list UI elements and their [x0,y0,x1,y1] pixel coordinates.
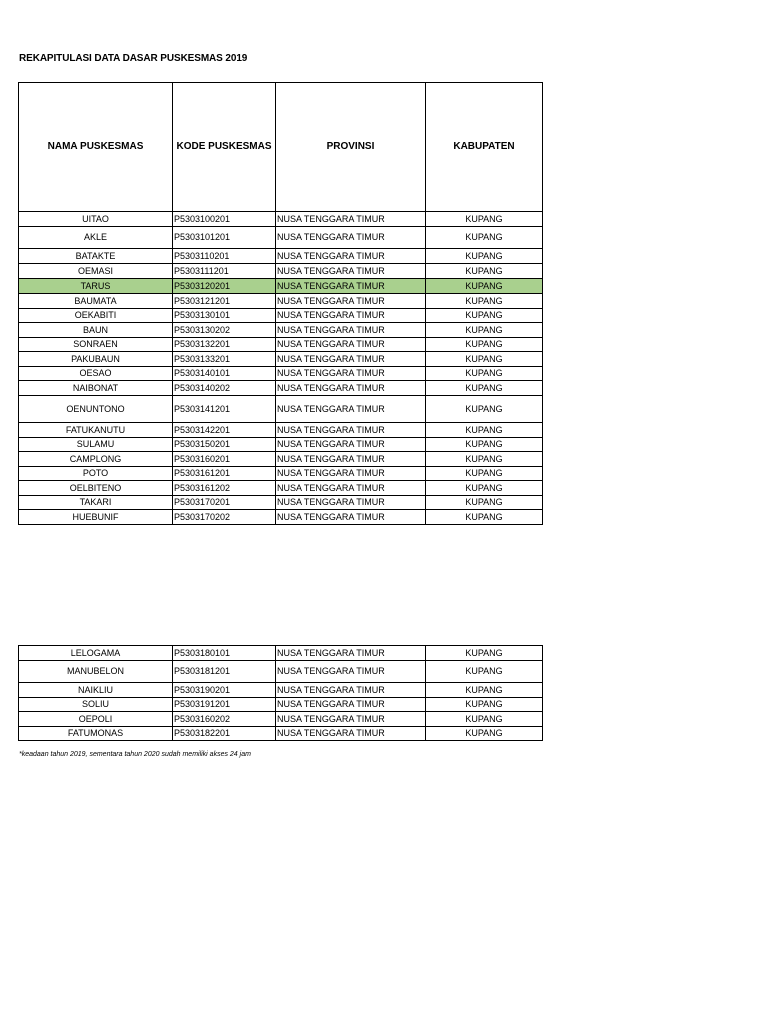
cell-kabupaten: KUPANG [426,510,543,525]
cell-kode-puskesmas: P5303191201 [173,698,276,712]
cell-kode-puskesmas: P5303140202 [173,381,276,396]
cell-kabupaten: KUPANG [426,249,543,264]
table-row [19,367,543,381]
cell-kode-puskesmas: P5303130101 [173,309,276,323]
cell-kabupaten: KUPANG [426,352,543,367]
cell-kabupaten: KUPANG [426,423,543,438]
cell-kode-puskesmas: P5303190201 [173,683,276,698]
header-provinsi: PROVINSI [276,83,426,212]
cell-kabupaten: KUPANG [426,294,543,309]
cell-provinsi: NUSA TENGGARA TIMUR [276,646,426,661]
cell-kode-puskesmas: P5303130202 [173,323,276,338]
cell-kode-puskesmas: P5303182201 [173,727,276,741]
cell-kabupaten: KUPANG [426,452,543,467]
cell-provinsi: NUSA TENGGARA TIMUR [276,452,426,467]
cell-nama-puskesmas: OENUNTONO [19,396,173,423]
cell-kode-puskesmas: P5303101201 [173,227,276,249]
cell-nama-puskesmas: HUEBUNIF [19,510,173,525]
cell-provinsi: NUSA TENGGARA TIMUR [276,467,426,481]
cell-nama-puskesmas: NAIKLIU [19,683,173,698]
cell-nama-puskesmas: NAIBONAT [19,381,173,396]
page-title: REKAPITULASI DATA DASAR PUSKESMAS 2019 [19,53,248,64]
cell-kode-puskesmas: P5303133201 [173,352,276,367]
header-kabupaten: KABUPATEN [426,83,543,212]
cell-kode-puskesmas: P5303111201 [173,264,276,279]
table-row [19,212,543,227]
cell-nama-puskesmas: OELBITENO [19,481,173,496]
cell-nama-puskesmas: BAUN [19,323,173,338]
table-row [19,661,543,683]
cell-kabupaten: KUPANG [426,646,543,661]
cell-provinsi: NUSA TENGGARA TIMUR [276,381,426,396]
cell-kode-puskesmas: P5303132201 [173,338,276,352]
cell-provinsi: NUSA TENGGARA TIMUR [276,294,426,309]
cell-nama-puskesmas: SULAMU [19,438,173,452]
cell-provinsi: NUSA TENGGARA TIMUR [276,438,426,452]
footnote: *keadaan tahun 2019, sementara tahun 2020 sudah memiliki akses 24 jam [19,751,251,758]
cell-nama-puskesmas: LELOGAMA [19,646,173,661]
cell-kabupaten: KUPANG [426,496,543,510]
cell-nama-puskesmas: OEKABITI [19,309,173,323]
table-row [19,683,543,698]
cell-kabupaten: KUPANG [426,727,543,741]
cell-provinsi: NUSA TENGGARA TIMUR [276,698,426,712]
cell-kabupaten: KUPANG [426,683,543,698]
cell-kabupaten: KUPANG [426,661,543,683]
cell-kode-puskesmas: P5303161202 [173,481,276,496]
table-row [19,227,543,249]
table-row [19,438,543,452]
table-row [19,323,543,338]
cell-kabupaten: KUPANG [426,712,543,727]
cell-kode-puskesmas: P5303161201 [173,467,276,481]
cell-nama-puskesmas: OEPOLI [19,712,173,727]
table-row [19,712,543,727]
table-row [19,496,543,510]
cell-kode-puskesmas: P5303120201 [173,279,276,294]
table-row [19,309,543,323]
table-row [19,294,543,309]
cell-kode-puskesmas: P5303170201 [173,496,276,510]
cell-kabupaten: KUPANG [426,367,543,381]
cell-nama-puskesmas: MANUBELON [19,661,173,683]
cell-kabupaten: KUPANG [426,481,543,496]
cell-nama-puskesmas: SONRAEN [19,338,173,352]
cell-kode-puskesmas: P5303160202 [173,712,276,727]
cell-kode-puskesmas: P5303170202 [173,510,276,525]
cell-provinsi: NUSA TENGGARA TIMUR [276,279,426,294]
cell-kabupaten: KUPANG [426,264,543,279]
table-row [19,452,543,467]
cell-provinsi: NUSA TENGGARA TIMUR [276,352,426,367]
table-row [19,481,543,496]
cell-nama-puskesmas: CAMPLONG [19,452,173,467]
cell-provinsi: NUSA TENGGARA TIMUR [276,683,426,698]
cell-kabupaten: KUPANG [426,467,543,481]
header-nama-puskesmas: NAMA PUSKESMAS [19,83,173,212]
cell-provinsi: NUSA TENGGARA TIMUR [276,510,426,525]
cell-provinsi: NUSA TENGGARA TIMUR [276,227,426,249]
cell-nama-puskesmas: TARUS [19,279,173,294]
table-row [19,423,543,438]
puskesmas-table-2 [18,645,543,741]
cell-nama-puskesmas: POTO [19,467,173,481]
cell-provinsi: NUSA TENGGARA TIMUR [276,727,426,741]
table-row [19,698,543,712]
cell-provinsi: NUSA TENGGARA TIMUR [276,249,426,264]
cell-provinsi: NUSA TENGGARA TIMUR [276,661,426,683]
cell-nama-puskesmas: SOLIU [19,698,173,712]
cell-provinsi: NUSA TENGGARA TIMUR [276,309,426,323]
table-row [19,279,543,294]
cell-kode-puskesmas: P5303180101 [173,646,276,661]
table-row [19,264,543,279]
cell-kabupaten: KUPANG [426,309,543,323]
cell-kabupaten: KUPANG [426,381,543,396]
cell-provinsi: NUSA TENGGARA TIMUR [276,496,426,510]
cell-kode-puskesmas: P5303141201 [173,396,276,423]
table-row [19,249,543,264]
cell-kode-puskesmas: P5303142201 [173,423,276,438]
cell-nama-puskesmas: BAUMATA [19,294,173,309]
cell-provinsi: NUSA TENGGARA TIMUR [276,338,426,352]
cell-provinsi: NUSA TENGGARA TIMUR [276,212,426,227]
cell-kabupaten: KUPANG [426,396,543,423]
cell-provinsi: NUSA TENGGARA TIMUR [276,367,426,381]
cell-kabupaten: KUPANG [426,338,543,352]
cell-nama-puskesmas: TAKARI [19,496,173,510]
cell-kode-puskesmas: P5303121201 [173,294,276,309]
cell-kode-puskesmas: P5303150201 [173,438,276,452]
table-row [19,396,543,423]
cell-kabupaten: KUPANG [426,323,543,338]
cell-nama-puskesmas: OESAO [19,367,173,381]
table-row [19,381,543,396]
cell-kabupaten: KUPANG [426,438,543,452]
cell-kode-puskesmas: P5303110201 [173,249,276,264]
cell-nama-puskesmas: PAKUBAUN [19,352,173,367]
cell-provinsi: NUSA TENGGARA TIMUR [276,323,426,338]
table-row [19,352,543,367]
table-row [19,510,543,525]
cell-provinsi: NUSA TENGGARA TIMUR [276,423,426,438]
table-row [19,338,543,352]
table-row [19,467,543,481]
cell-provinsi: NUSA TENGGARA TIMUR [276,481,426,496]
cell-nama-puskesmas: FATUKANUTU [19,423,173,438]
cell-kode-puskesmas: P5303160201 [173,452,276,467]
cell-kabupaten: KUPANG [426,227,543,249]
table-row [19,727,543,741]
cell-kabupaten: KUPANG [426,698,543,712]
cell-kode-puskesmas: P5303140101 [173,367,276,381]
cell-nama-puskesmas: UITAO [19,212,173,227]
cell-nama-puskesmas: OEMASI [19,264,173,279]
puskesmas-table [18,82,543,525]
cell-kode-puskesmas: P5303181201 [173,661,276,683]
cell-provinsi: NUSA TENGGARA TIMUR [276,712,426,727]
cell-provinsi: NUSA TENGGARA TIMUR [276,396,426,423]
cell-kabupaten: KUPANG [426,212,543,227]
cell-provinsi: NUSA TENGGARA TIMUR [276,264,426,279]
cell-nama-puskesmas: FATUMONAS [19,727,173,741]
header-kode-puskesmas: KODE PUSKESMAS [173,83,276,212]
cell-nama-puskesmas: BATAKTE [19,249,173,264]
cell-kabupaten: KUPANG [426,279,543,294]
cell-kode-puskesmas: P5303100201 [173,212,276,227]
table-row [19,646,543,661]
header-row [19,83,543,212]
cell-nama-puskesmas: AKLE [19,227,173,249]
